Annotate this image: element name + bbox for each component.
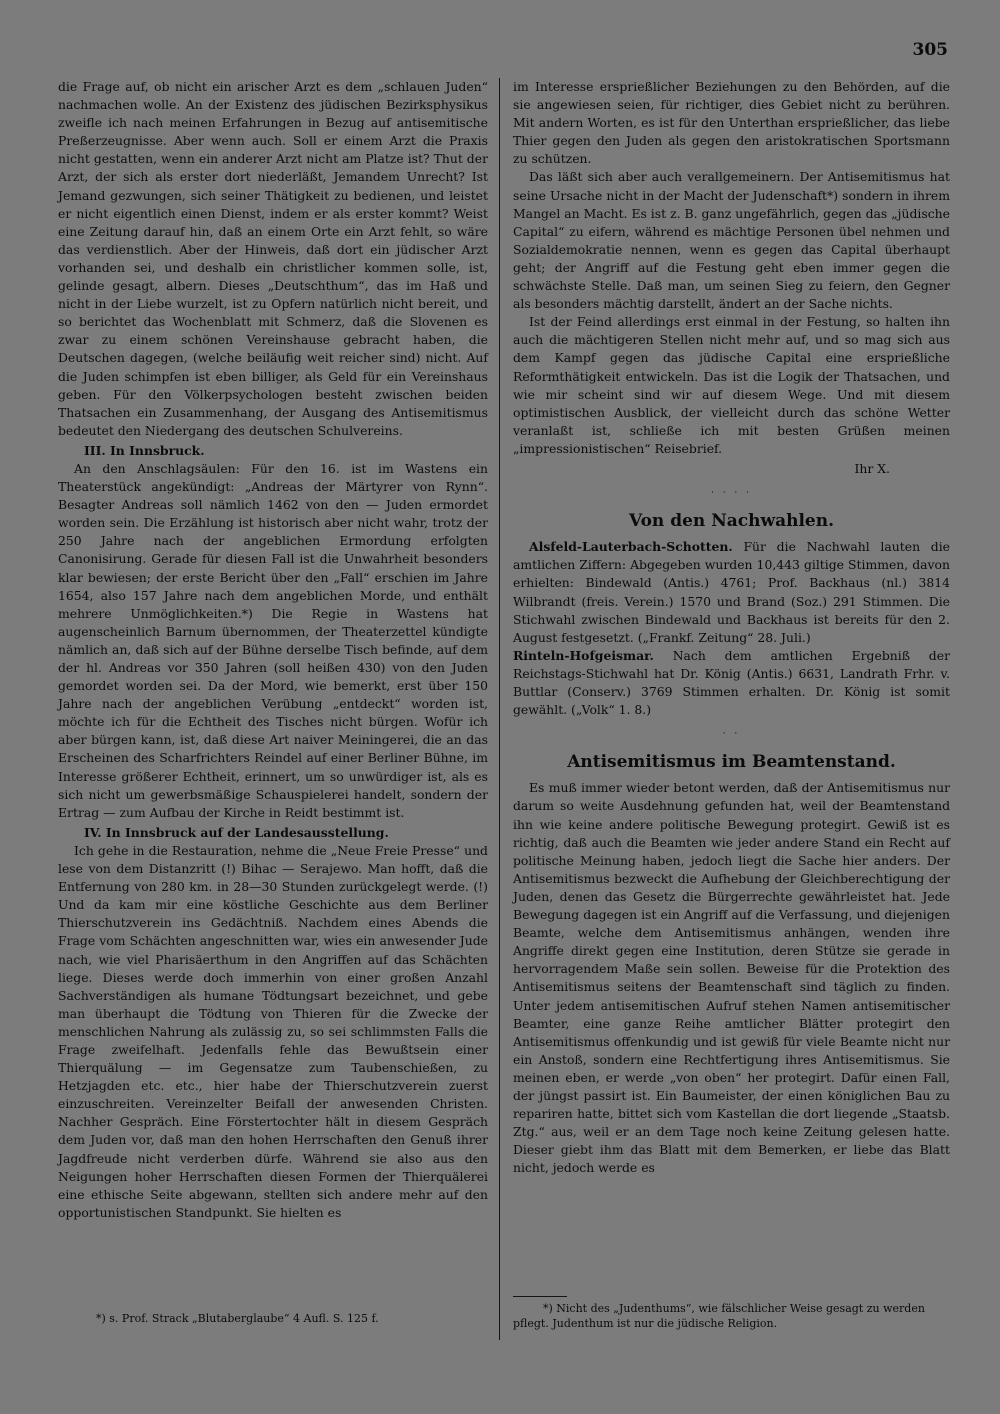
- section-heading-landesausstellung: IV. In Innsbruck auf der Landesausstellung.: [84, 824, 389, 840]
- separator-2: · ·: [722, 729, 741, 740]
- beamten-paragraph: Es muß immer wieder betont werden, daß der Antisemitismus nur darum so weite Ausdehnung gefunden hat, weil der Beamtenstand ihn wie keine andere politische Bewegung protegirt. Gewiß ist es richtig, daß auch die Beamten wie jeder andere Stand ein Recht auf politische Meinung haben, jedoch liegt die Sache hier anders. Der Antisemitismus bezweckt die Aufhebung der Gleichberechtigung der Juden, denen das Gesetz die Bürgerrechte gewährleistet hat. Jede Bewegung dagegen ist ein Angriff auf die Verfassung, und diejenigen Beamte, welche dem Antisemitismus anhängen, wenden ihre Angriffe direkt gegen eine Institution, deren Stütze sie gerade in hervorragendem Maße sein sollen. Beweise für die Protektion des Antisemitismus seitens der Beamtenschaft sind täglich zu finden. Unter jedem antisemitischen Aufruf stehen Namen antisemitischer Beamter, eine ganze Reihe amtlicher Blätter protegirt den Antisemitismus offenkundig und ist gewiß für viele Beamte nicht nur ein Anstoß, sondern eine Rechtfertigung ihres Antisemitismus. Sie meinen eben, er werde „von oben“ her protegirt. Dafür einen Fall, der jüngst passirt ist. Ein Baumeister, der einen königlichen Bau zu repariren hatte, bittet sich vom Kastellan die dort liegende „Staatsb. Ztg.“ aus, weil er an dem Tage noch keine Zeitung gelesen hatte. Dieser giebt ihm das Blatt mit dem Bemerken, er liebe das Blatt nicht, jedoch werde es: [513, 780, 950, 1176]
- right-paragraph-1: im Interesse ersprießlicher Beziehungen zu den Behörden, auf die sie angewiesen seien, für richtiger, dies Gebiet nicht zu berühren. Mit andern Worten, es ist für den Unterthan ersprießlicher, das liebe Thier gegen den Juden als gegen den aristokratischen Sportsmann zu schützen.: [513, 79, 950, 167]
- page-number: 305: [912, 40, 948, 60]
- heading-nachwahlen: Von den Nachwahlen.: [628, 511, 835, 532]
- nachwahl-rinteln-text: Nach dem amtlichen Ergebniß der Reichstags-Stichwahl hat Dr. König (Antis.) 6631, Landrath Frhr. v. Buttlar (Conserv.) 3769 Stimmen erhalten. Dr. König ist somit gewählt. („Volk“ 1. 8.): [513, 647, 950, 718]
- right-paragraph-2: Das läßt sich aber auch verallgemeinern. Der Antisemitismus hat seine Ursache nicht in der Macht der Judenschaft*) sondern in ihrem Mangel an Macht. Es ist z. B. ganz ungefährlich, gegen das „jüdische Capital“ zu eifern, während es mächtige Personen übel nehmen und Sozialdemokratie nennen, wenn es gegen das Capital überhaupt geht; der Angriff auf die Festung geht eben immer gegen die schwächste Stelle. Daß man, um seinen Sieg zu feiern, den Gegner als besonders mächtig darstellt, ändert an der Sache nichts.: [513, 169, 950, 312]
- nachwahl-rinteln-title: Rinteln-Hofgeismar.: [513, 647, 654, 663]
- left-column: [58, 78, 488, 1222]
- nachwahl-alsfeld-title: Alsfeld-Lauterbach-Schotten.: [529, 539, 733, 555]
- left-paragraph-3: Ich gehe in die Restauration, nehme die „Neue Freie Presse“ und lese von dem Distanzritt (!) Bihac — Serajewo. Man hofft, daß die Entfernung von 280 km. in 28—30 Stunden zurückgelegt werde. (!) Und da kam mir eine köstliche Geschichte aus dem Berliner Thierschutzverein ins Gedächtniß. Nachdem eines Abends die Frage vom Schächten angeschnitten war, wies ein anwesender Jude nach, wie viel Pharisäerthum in den Angriffen auf das Schächten liege. Dieses werde doch immerhin von einer großen Anzahl Sachverständigen als humane Tödtungsart bezeichnet, und gebe man überhaupt die Tödtung von Thieren für die Zwecke der menschlichen Nahrung als zulässig zu, so sei schlimmsten Falls die Frage zweifelhaft. Jedenfalls fehle das Bewußtsein einer Thierquälung — im Gegensatze zum Taubenschießen, zu Hetzjagden etc. etc., hier habe der Thierschutzverein zuerst einzuschreiten. Vereinzelter Beifall der anwesenden Christen. Nachher Gespräch. Eine Förstertochter hält in diesem Gespräch dem Juden vor, daß man den hohen Herrschaften den Genuß ihrer Jagdfreude nicht verderben dürfe. Während sie also aus den Neigungen hoher Herrschaften diesen Formen der Thierquälerei eine ethische Seite abgewann, stellten sich andere mehr auf den opportunistischen Standpunkt. Sie hielten es: [58, 842, 488, 1220]
- nachwahl-alsfeld: [513, 538, 950, 647]
- footnote-rule: [513, 1296, 567, 1297]
- signature: Ihr X.: [854, 460, 890, 476]
- right-column: [513, 78, 950, 1177]
- footnote-right-block: [513, 1296, 950, 1331]
- nachwahl-rinteln: [513, 647, 950, 719]
- heading-beamtenstand: Antisemitismus im Beamtenstand.: [567, 752, 896, 773]
- nachwahl-alsfeld-text: Für die Nachwahl lauten die amtlichen Ziffern: Abgegeben wurden 10,443 giltige Stimmen, davon erhielten: Bindewald (Antis.) 4761; Prof. Backhaus (nl.) 3814 Wilbrandt (freis. Verein.) 1570 und Brand (Soz.) 291 Stimmen. Die Stichwahl zwischen Bindewald und Backhaus ist bereits für den 2. August festgesetzt. („Frankf. Zeitung“ 28. Juli.): [513, 539, 950, 645]
- right-paragraph-3: Ist der Feind allerdings erst einmal in der Festung, so halten ihn auch die mächtigeren Stellen nicht mehr auf, und so mag sich aus dem Kampf gegen das jüdische Capital eine ersprießliche Reformthätigkeit entwickeln. Das ist die Logik der Thatsachen, und wie mir scheint sind wir auf diesem Wege. Und mit diesem optimistischen Ausblick, der vielleicht durch das schöne Wetter veranlaßt ist, schließe ich mit besten Grüßen meinen „impressionistischen“ Reisebrief.: [513, 314, 950, 456]
- column-divider: [499, 78, 500, 1340]
- separator: · · · ·: [710, 488, 753, 499]
- footnote-left: *) s. Prof. Strack „Blutaberglaube“ 4 Aufl. S. 125 f.: [96, 1312, 379, 1325]
- left-paragraph-2: An den Anschlagsäulen: Für den 16. ist im Wastens ein Theaterstück angekündigt: „Andreas der Märtyrer von Rynn“. Besagter Andreas soll nämlich 1462 von den — Juden ermordet worden sein. Die Erzählung ist historisch aber nicht wahr, trotz der 250 Jahre nach der angeblichen Ermordung erfolgten Canonisirung. Gerade für diesen Fall ist die Unwahrheit besonders klar bewiesen; der erste Bericht über den „Fall“ erschien im Jahre 1654, also 157 Jahre nach dem angeblichen Morde, und enthält mehrere Unmöglichkeiten.*) Die Regie in Wastens hat augenscheinlich Barnum übernommen, der Theaterzettel kündigte nämlich an, daß sich auf der Bühne derselbe Tisch befinde, auf dem der hl. Andreas vor 350 Jahren (soll heißen 430) von den Juden gemordet worden sei. Da der Mord, wie bemerkt, erst über 150 Jahre nach der angeblichen Verübung „entdeckt“ worden ist, möchte ich für die Echtheit des Tisches nicht bürgen. Wofür ich aber bürgen kann, ist, daß diese Art naiver Meiningerei, die an das Erscheinen des Scharfrichters Reindel auf einer Berliner Bühne, im Interesse größerer Echtheit, erinnert, um so unwürdiger ist, als es sich nicht um gewerbsmäßige Schauspielerei handelt, sondern der Ertrag — zum Aufbau der Kirche in Reidt bestimmt ist.: [58, 460, 488, 820]
- left-paragraph-1: die Frage auf, ob nicht ein arischer Arzt es dem „schlauen Juden“ nachmachen wolle. An der Existenz des jüdischen Bezirksphysikus zweifle ich nach meinen Erfahrungen in Bezug auf antisemitische Preßerzeugnisse. Aber wenn auch. Soll er einem Arzt die Praxis nicht gestatten, wenn ein anderer Arzt nicht am Platze ist? Thut der Arzt, der sich als erster dort niederläßt, Jemandem Unrecht? Ist Jemand gezwungen, sich seiner Thätigkeit zu bedienen, und leistet er nicht eigentlich einen Dienst, indem er als erster kommt? Weist eine Zeitung darauf hin, daß an einem Orte ein Arzt fehlt, so wäre das verdienstlich. Aber der Hinweis, daß dort ein jüdischer Arzt vorhanden sei, und deshalb ein christlicher kommen solle, ist, gelinde gesagt, albern. Dieses „Deutschthum“, das im Haß und nicht in der Liebe wurzelt, ist zu Opfern natürlich nicht bereit, und so berichtet das Wochenblatt mit Schmerz, daß die Slovenen es zwar zu einem schönen Vereinshause gebracht haben, die Deutschen dagegen, (welche beiläufig weit reicher sind) nicht. Auf die Juden schimpfen ist eben billiger, als Geld für ein Vereinshaus geben. Für den Völkerpsychologen besteht zwischen beiden Thatsachen ein Zusammenhang, der Ausgang des Antisemitismus bedeutet den Niedergang des deutschen Schulvereins.: [58, 79, 488, 438]
- footnote-right: *) Nicht des „Judenthums“, wie fälschlicher Weise gesagt zu werden pflegt. Judenthum ist nur die jüdische Religion.: [513, 1302, 925, 1330]
- section-heading-innsbruck: III. In Innsbruck.: [84, 442, 205, 458]
